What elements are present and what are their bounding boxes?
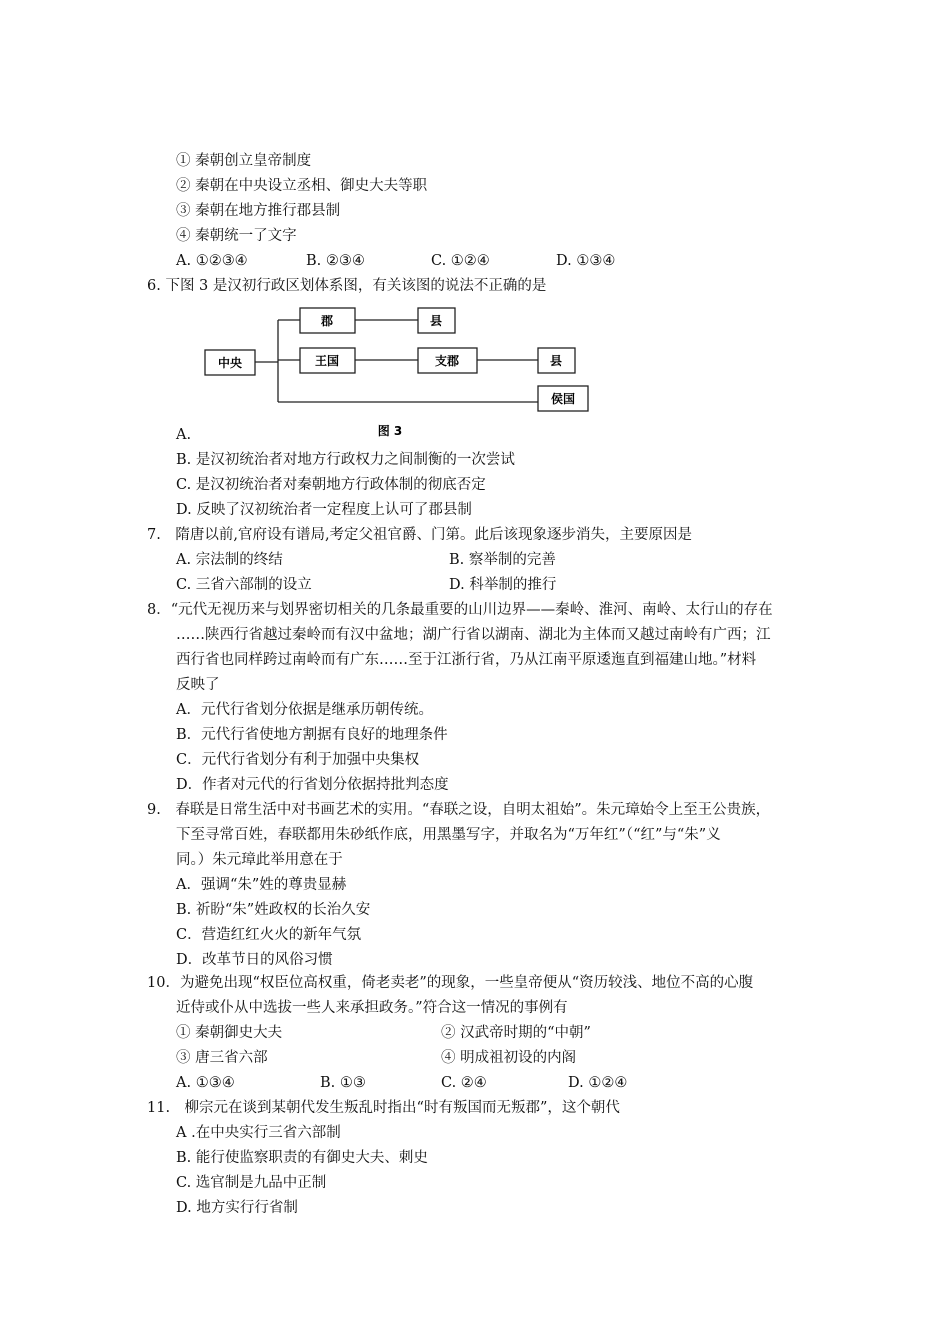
q8-option-c: C．元代行省划分有利于加强中央集权: [176, 752, 420, 768]
label-houguo: 侯国: [550, 392, 576, 406]
q10-option-d: D. ①②④: [568, 1075, 628, 1091]
q5-item-3: ③ 秦朝在地方推行郡县制: [176, 203, 341, 219]
q8-option-a: A．元代行省划分依据是继承历朝传统。: [176, 702, 433, 718]
q6-stem: 6. 下图 3 是汉初行政区划体系图，有关该图的说法不正确的是: [147, 278, 547, 294]
label-wangguo: 王国: [314, 354, 340, 368]
q8-option-b: B．元代行省使地方割据有良好的地理条件: [176, 727, 448, 743]
q7-stem: 7. 隋唐以前,官府设有谱局,考定父祖官爵、门第。此后该现象逐步消失，主要原因是: [147, 527, 693, 543]
q6-option-a: A.: [176, 427, 192, 443]
label-xian-1: 县: [429, 314, 443, 328]
q5-option-c: C. ①②④: [431, 253, 490, 269]
q9-option-b: B. 祈盼“朱”姓政权的长治久安: [176, 902, 371, 918]
q10-item-4: ④ 明成祖初设的内阁: [441, 1050, 577, 1066]
q11-option-d: D. 地方实行行省制: [176, 1200, 298, 1216]
label-jun: 郡: [320, 314, 334, 328]
q10-item-3: ③ 唐三省六部: [176, 1050, 268, 1066]
q7-option-c: C. 三省六部制的设立: [176, 577, 312, 593]
q5-item-4: ④ 秦朝统一了文字: [176, 228, 297, 244]
q9-line-3: 同。）朱元璋此举用意在于: [176, 852, 343, 868]
q5-item-2: ② 秦朝在中央设立丞相、御史大夫等职: [176, 178, 428, 194]
q11-stem: 11. 柳宗元在谈到某朝代发生叛乱时指出“时有叛国而无叛郡”，这个朝代: [147, 1100, 620, 1116]
q10-option-b: B. ①③: [320, 1075, 366, 1091]
q9-option-c: C．营造红红火火的新年气氛: [176, 927, 362, 943]
q5-option-b: B. ②③④: [306, 253, 365, 269]
q9-option-a: A．强调“朱”姓的尊贵显赫: [176, 877, 347, 893]
q5-option-a: A. ①②③④: [176, 253, 248, 269]
q7-option-b: B. 察举制的完善: [449, 552, 556, 568]
q8-line-1: 8．“元代无视历来与划界密切相关的几条最重要的山川边界——秦岭、淮河、南岭、太行山的存在: [147, 602, 773, 618]
q6-option-d: D. 反映了汉初统治者一定程度上认可了郡县制: [176, 502, 472, 518]
q10-option-c: C. ②④: [441, 1075, 487, 1091]
admin-hierarchy-diagram: [195, 304, 595, 444]
q10-option-a: A. ①③④: [176, 1075, 235, 1091]
label-zhijun: 支郡: [434, 354, 460, 368]
q10-item-1: ① 秦朝御史大夫: [176, 1025, 283, 1041]
q7-option-a: A. 宗法制的终结: [176, 552, 283, 568]
figure-caption: 图 3: [377, 424, 403, 438]
q11-option-b: B. 能行使监察职责的有御史大夫、刺史: [176, 1150, 428, 1166]
q9-line-2: 下至寻常百姓，春联都用朱砂纸作底，用黑墨写字，并取名为“万年红”（“红”与“朱”义: [176, 827, 721, 843]
q5-option-d: D. ①③④: [556, 253, 616, 269]
label-center: 中央: [217, 356, 243, 370]
q10-item-2: ② 汉武帝时期的“中朝”: [441, 1025, 591, 1041]
q8-option-d: D．作者对元代的行省划分依据持批判态度: [176, 777, 449, 793]
q10-line-2: 近侍或仆从中选拔一些人来承担政务。”符合这一情况的事例有: [176, 1000, 568, 1016]
q8-line-3: 西行省也同样跨过南岭而有广东……至于江浙行省，乃从江南平原逶迤直到福建山地。”材料: [176, 652, 757, 668]
label-xian-2: 县: [549, 354, 563, 368]
q8-line-4: 反映了: [176, 677, 220, 693]
q11-option-a: A .在中央实行三省六部制: [176, 1125, 341, 1141]
q8-line-2: ……陕西行省越过秦岭而有汉中盆地；湖广行省以湖南、湖北为主体而又越过南岭有广西；江: [176, 627, 771, 643]
q9-option-d: D．改革节日的风俗习惯: [176, 952, 333, 968]
q11-option-c: C. 选官制是九品中正制: [176, 1175, 327, 1191]
q10-line-1: 10．为避免出现“权臣位高权重，倚老卖老”的现象，一些皇帝便从“资历较浅、地位不高的心腹: [147, 975, 754, 991]
q9-line-1: 9. 春联是日常生活中对书画艺术的实用。“春联之设，自明太祖始”。朱元璋始令上至王公贵族，: [147, 802, 771, 818]
q6-option-c: C. 是汉初统治者对秦朝地方行政体制的彻底否定: [176, 477, 486, 493]
q5-item-1: ① 秦朝创立皇帝制度: [176, 153, 312, 169]
q6-option-b: B. 是汉初统治者对地方行政权力之间制衡的一次尝试: [176, 452, 515, 468]
q7-option-d: D. 科举制的推行: [449, 577, 557, 593]
